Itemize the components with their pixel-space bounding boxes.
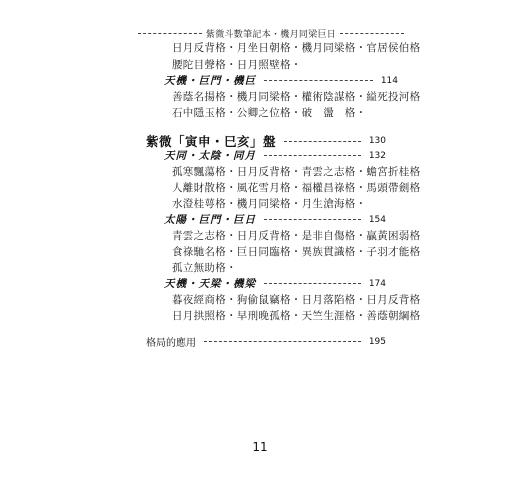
toc-subline: 日月拱照格・早刑晚孤格・天竺生涯格・善蔭朝綱格 [172, 310, 421, 322]
section-title: 太陽・巨門・巨日 [164, 214, 256, 226]
toc-subline: 食祿馳名格・巨日同臨格・異族貫識格・子羽才能格 [172, 246, 421, 258]
page-ref: 114 [380, 75, 398, 86]
leader-dots [264, 219, 361, 220]
page-ref: 174 [368, 278, 386, 289]
page-ref: 130 [368, 136, 386, 146]
chapter-title: 紫微「寅申・巳亥」盤 [146, 134, 277, 149]
toc-section-entry[interactable] [164, 148, 386, 163]
toc-section-entry[interactable] [164, 276, 386, 291]
page-ref: 154 [368, 214, 386, 225]
page-ref: 132 [368, 150, 386, 161]
toc-subline: 水澄桂萼格・機月同梁格・月生滄海格・ [172, 198, 367, 210]
leader-dots [284, 141, 361, 142]
toc-subline: 石中隱玉格・公卿之位格・破 盪 格・ [172, 107, 367, 119]
header-rule-right [340, 33, 404, 34]
header-title: 紫微斗數筆記本・機月同梁巨日 [205, 30, 337, 40]
leader-dots [264, 80, 373, 81]
toc-subline: 腰陀目聲格・日月照壁格・ [172, 59, 302, 71]
toc-subline: 青雲之志格・日月反背格・是非自傷格・贏黃困弱格 [172, 230, 421, 242]
leader-dots [264, 283, 361, 284]
toc-subline: 孤寒飄蕩格・日月反背格・青雲之志格・蟾宮折桂格 [172, 166, 421, 178]
toc-section-entry[interactable] [164, 212, 386, 227]
section-title: 天機・天梁・機梁 [164, 278, 256, 290]
toc-subline: 暮夜經商格・狗偷鼠竊格・日月落陷格・日月反背格 [172, 294, 421, 306]
section-title: 天機・巨門・機巨 [164, 75, 256, 87]
leader-dots [264, 155, 361, 156]
toc-section-entry[interactable] [164, 73, 398, 88]
section-title: 天同・太陰・同月 [164, 150, 256, 162]
running-header [138, 27, 404, 40]
toc-subline: 善蔭名揚格・機月同梁格・權術陰謀格・縊死投河格 [172, 91, 421, 103]
leader-dots [204, 341, 361, 342]
page-ref: 195 [368, 336, 386, 347]
chapter-title: 格局的應用 [146, 338, 196, 349]
header-rule-left [138, 33, 202, 34]
toc-subline: 人離財散格・風花雪月格・福權昌祿格・馬頭帶劍格 [172, 182, 421, 194]
toc-subline: 孤立無助格・ [172, 262, 237, 274]
toc-chapter-entry[interactable] [146, 334, 386, 349]
page-number: 11 [252, 440, 268, 454]
toc-subline: 日月反背格・月坐日朝格・機月同梁格・官居侯伯格 [172, 42, 421, 54]
